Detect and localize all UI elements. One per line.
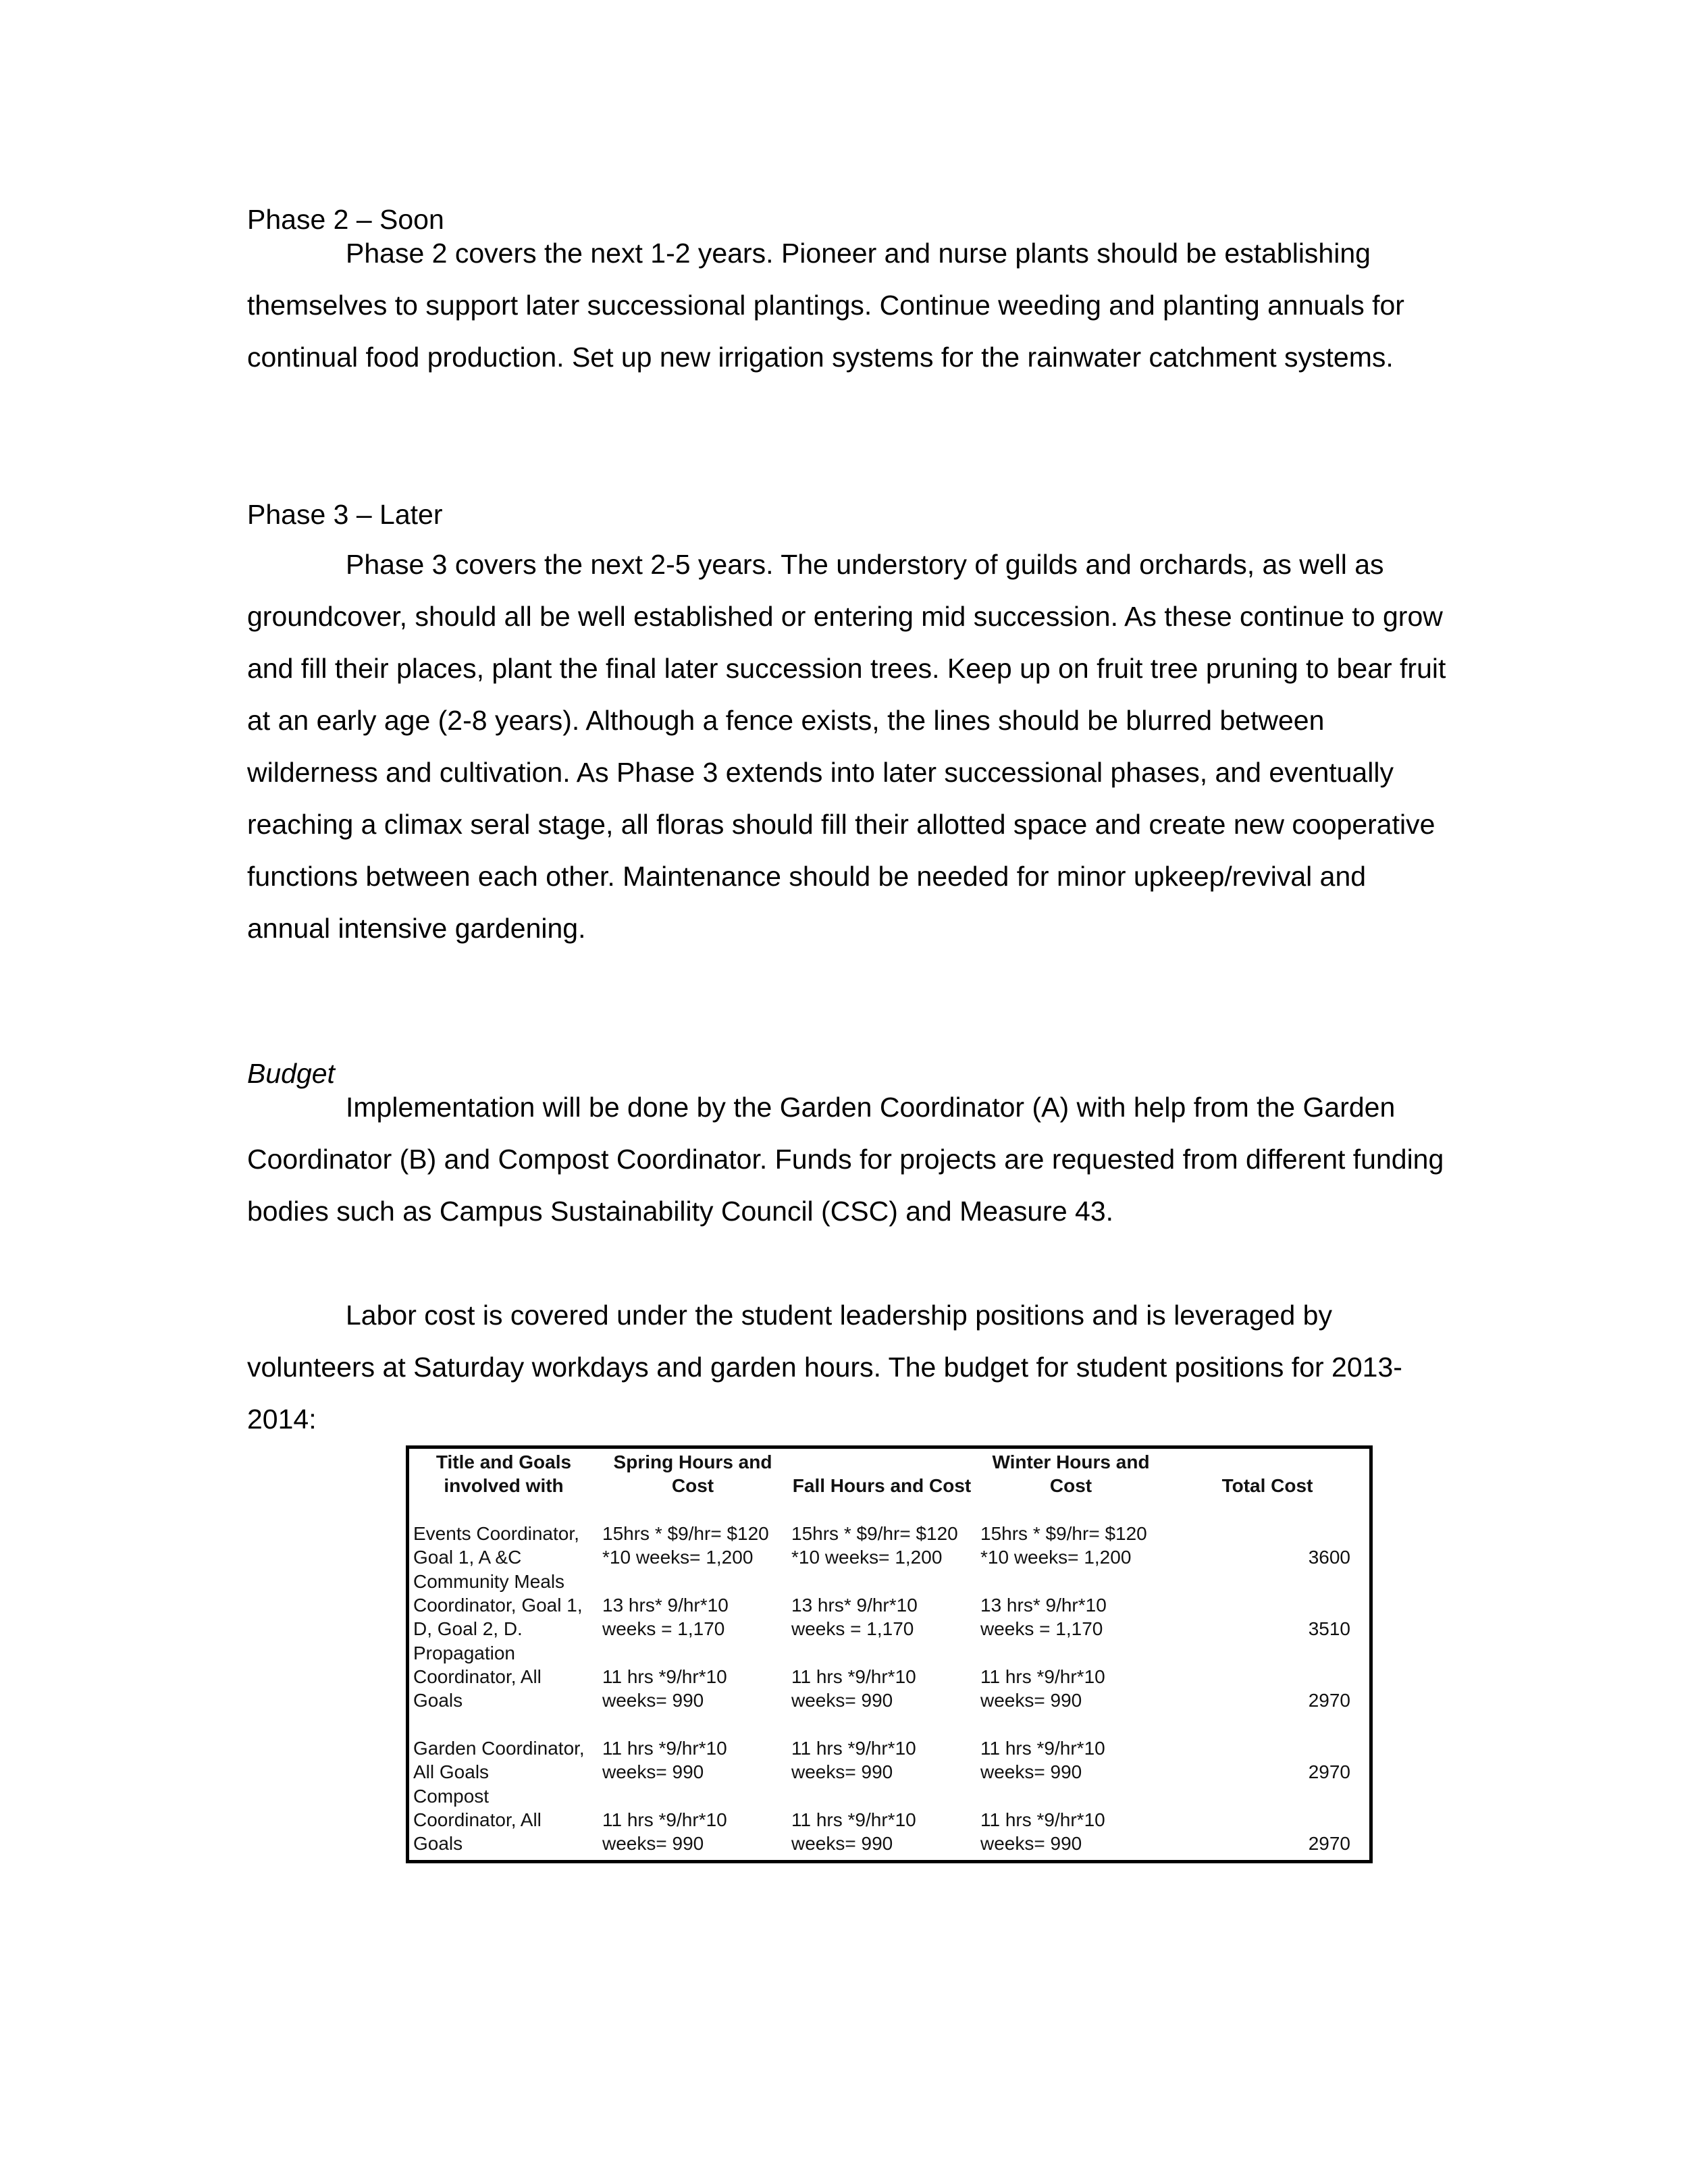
row-title: Compost Coordinator, All Goals — [413, 1786, 542, 1854]
phase3-paragraph: Phase 3 covers the next 2-5 years. The understory of guilds and orchards, as well as groundcover, should all be well established or entering mid succession. As these continue to grow and fill their places, plant the final later succession trees. Keep up on fruit tree pruning to bear fruit at an early age (2-8 years). Although a fence exists, the lines should be blurred between wilderness and cultivation. As Phase 3 extends into later successional phases, and eventually reaching a climax seral stage, all floras should fill their allotted space and create new cooperative functions between each other. Maintenance should be needed for minor upkeep/revival and annual intensive gardening. — [247, 549, 1446, 944]
row-winter: 11 hrs *9/hr*10 weeks= 990 — [980, 1738, 1105, 1782]
row-winter: 11 hrs *9/hr*10 weeks= 990 — [980, 1809, 1105, 1854]
row-total: 2970 — [1308, 1690, 1350, 1711]
row-fall: 15hrs * $9/hr= $120 *10 weeks= 1,200 — [791, 1523, 958, 1568]
budget-table-grid — [409, 1449, 1369, 1855]
row-spring: 13 hrs* 9/hr*10 weeks = 1,170 — [602, 1595, 729, 1639]
row-total: 2970 — [1308, 1833, 1350, 1854]
row-title: Community Meals Coordinator, Goal 1, D, Goal 2, D. — [413, 1571, 583, 1639]
row-total: 3600 — [1308, 1547, 1350, 1568]
table-row — [409, 1641, 1369, 1712]
phase2-heading: Phase 2 – Soon — [247, 204, 444, 235]
header-fall: Fall Hours and Cost — [792, 1475, 972, 1496]
table-row — [409, 1712, 1369, 1784]
row-fall: 11 hrs *9/hr*10 weeks= 990 — [791, 1666, 916, 1711]
row-fall: 11 hrs *9/hr*10 weeks= 990 — [791, 1809, 916, 1854]
row-title: Garden Coordinator, All Goals — [413, 1738, 585, 1782]
row-total: 3510 — [1308, 1618, 1350, 1639]
budget-paragraph-2: Labor cost is covered under the student leadership positions and is leveraged by volunteers at Saturday workdays and garden hours. The budget for student positions for 2013-2014: — [247, 1300, 1402, 1435]
row-fall: 13 hrs* 9/hr*10 weeks = 1,170 — [791, 1595, 918, 1639]
row-winter: 13 hrs* 9/hr*10 weeks = 1,170 — [980, 1595, 1107, 1639]
row-winter: 15hrs * $9/hr= $120 *10 weeks= 1,200 — [980, 1523, 1147, 1568]
budget-paragraph-1: Implementation will be done by the Garden Coordinator (A) with help from the Garden Coordinator (B) and Compost Coordinator. Funds for projects are requested from different funding bodies such as Campus Sustainability Council (CSC) and Measure 43. — [247, 1092, 1444, 1227]
phase3-heading: Phase 3 – Later — [247, 499, 443, 530]
header-winter: Winter Hours and Cost — [992, 1451, 1150, 1496]
table-row — [409, 1784, 1369, 1855]
phase2-paragraph: Phase 2 covers the next 1-2 years. Pioneer and nurse plants should be establishing themselves to support later successional plantings. Continue weeding and planting annuals for continual food production. Set up new irrigation systems for the rainwater catchment systems. — [247, 238, 1404, 373]
header-total-cost: Total Cost — [1221, 1475, 1313, 1496]
budget-table — [406, 1445, 1373, 1863]
table-row — [409, 1569, 1369, 1641]
budget-heading: Budget — [247, 1058, 335, 1089]
row-fall: 11 hrs *9/hr*10 weeks= 990 — [791, 1738, 916, 1782]
table-row — [409, 1497, 1369, 1569]
header-spring: Spring Hours and Cost — [613, 1451, 772, 1496]
row-spring: 11 hrs *9/hr*10 weeks= 990 — [602, 1666, 727, 1711]
row-title: Propagation Coordinator, All Goals — [413, 1643, 542, 1711]
header-title-goals: Title and Goals involved with — [436, 1451, 572, 1496]
table-header-row — [409, 1449, 1369, 1497]
row-spring: 11 hrs *9/hr*10 weeks= 990 — [602, 1809, 727, 1854]
row-spring: 11 hrs *9/hr*10 weeks= 990 — [602, 1738, 727, 1782]
row-title: Events Coordinator, Goal 1, A &C — [413, 1523, 579, 1568]
row-spring: 15hrs * $9/hr= $120 *10 weeks= 1,200 — [602, 1523, 769, 1568]
row-total: 2970 — [1308, 1761, 1350, 1782]
row-winter: 11 hrs *9/hr*10 weeks= 990 — [980, 1666, 1105, 1711]
